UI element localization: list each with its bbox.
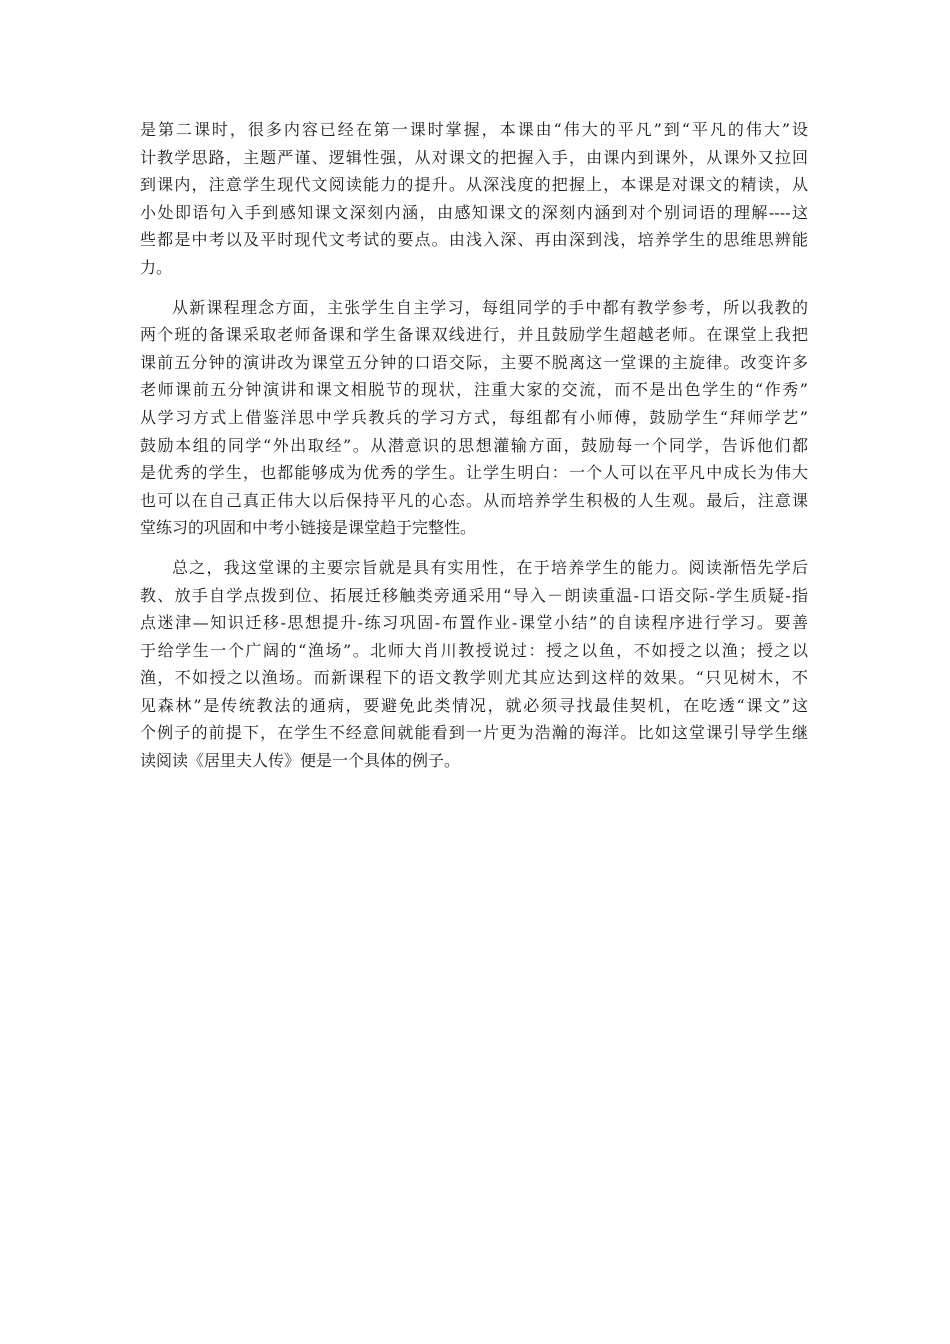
paragraph-line: 老师课前五分钟演讲和课文相脱节的现状，注重大家的交流，而不是出色学生的“作秀” <box>140 380 808 400</box>
paragraph-line: 小处即语句入手到感知课文深刻内涵，由感知课文的深刻内涵到对个别词语的理解----这 <box>140 202 808 222</box>
paragraph-3 <box>140 554 808 775</box>
paragraph-line: 教、放手自学点拨到位、拓展迁移触类旁通采用“导入－朗读重温-口语交际-学生质疑-指 <box>140 585 808 605</box>
paragraph-line: 到课内，注意学生现代文阅读能力的提升。从深浅度的把握上，本课是对课文的精读，从 <box>140 175 808 195</box>
paragraph-line: 渔，不如授之以渔场。而新课程下的语文教学则尤其应达到这样的效果。“只见树木，不 <box>140 668 808 688</box>
paragraph-line: 些都是中考以及平时现代文考试的要点。由浅入深、再由深到浅，培养学生的思维思辨能 <box>140 230 808 250</box>
paragraph-line: 从新课程理念方面，主张学生自主学习，每组同学的手中都有教学参考，所以我教的 <box>172 297 808 317</box>
paragraph-line: 课前五分钟的演讲改为课堂五分钟的口语交际，主要不脱离这一堂课的主旋律。改变许多 <box>140 352 808 372</box>
paragraph-line: 也可以在自己真正伟大以后保持平凡的心态。从而培养学生积极的人生观。最后，注意课 <box>140 490 808 510</box>
paragraph-line: 从学习方式上借鉴洋思中学兵教兵的学习方式，每组都有小师傅，鼓励学生“拜师学艺” <box>140 407 808 427</box>
paragraph-line: 见森林”是传统教法的通病，要避免此类情况，就必须寻找最佳契机，在吃透“课文”这 <box>140 695 808 715</box>
paragraph-line: 于给学生一个广阔的“渔场”。北师大肖川教授说过：授之以鱼，不如授之以渔；授之以 <box>140 640 808 660</box>
paragraph-line: 力。 <box>140 257 173 277</box>
paragraph-line: 读阅读《居里夫人传》便是一个具体的例子。 <box>140 751 461 771</box>
paragraph-line: 鼓励本组的同学“外出取经”。从潜意识的思想灌输方面，鼓励每一个同学，告诉他们都 <box>140 435 808 455</box>
paragraph-line: 两个班的备课采取老师备课和学生备课双线进行，并且鼓励学生超越老师。在课堂上我把 <box>140 325 808 345</box>
paragraph-line: 是优秀的学生，也都能够成为优秀的学生。让学生明白：一个人可以在平凡中成长为伟大 <box>140 463 808 483</box>
document-body <box>140 116 808 787</box>
paragraph-line: 总之，我这堂课的主要宗旨就是具有实用性，在于培养学生的能力。阅读渐悟先学后 <box>172 557 808 577</box>
paragraph-2 <box>140 294 808 542</box>
paragraph-line: 个例子的前提下，在学生不经意间就能看到一片更为浩瀚的海洋。比如这堂课引导学生继 <box>140 723 808 743</box>
paragraph-line: 计教学思路，主题严谨、逻辑性强，从对课文的把握入手，由课内到课外，从课外又拉回 <box>140 147 808 167</box>
paragraph-1 <box>140 116 808 282</box>
paragraph-line: 点迷津—知识迁移-思想提升-练习巩固-布置作业-课堂小结”的自读程序进行学习。要善 <box>140 613 808 633</box>
paragraph-line: 堂练习的巩固和中考小链接是课堂趋于完整性。 <box>140 518 477 538</box>
paragraph-line: 是第二课时，很多内容已经在第一课时掌握，本课由“伟大的平凡”到“平凡的伟大”设 <box>140 120 808 139</box>
